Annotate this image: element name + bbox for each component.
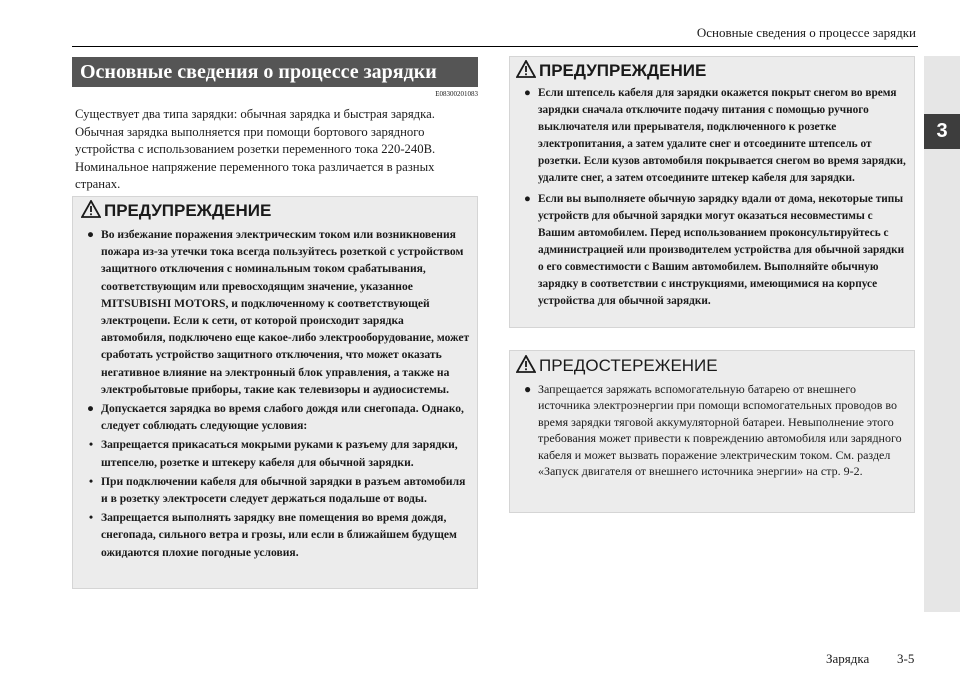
warning-sub-item-text: Запрещается выполнять зарядку вне помещения во время дождя, снегопада, сильного ветра и грозы, или если в ближайшем будущем ожидаются плохие погодные условия. <box>101 511 457 559</box>
intro-text <box>75 106 479 194</box>
warning-header <box>510 57 914 85</box>
warning-bullet-text: Если штепсель кабеля для зарядки окажется покрыт снегом во время зарядки сначала отключите подачу питания с помощью ручного выключателя или прерывателя, подключенного к розетке электропитания, а затем удалите снег и отсоедините штепсель от розетки. Если кузов автомобиля покрывается снегом во время зарядки, удалите снег, а затем отсоедините штекер кабеля для зарядки. <box>538 87 906 184</box>
small-bullet-icon: • <box>89 511 94 525</box>
small-bullet-icon: • <box>89 474 94 488</box>
filled-circle-bullet-icon: ● <box>524 193 531 205</box>
header-rule <box>72 46 918 47</box>
warning-title: ПРЕДУПРЕЖДЕНИЕ <box>539 61 707 80</box>
warning-bullet-text: Допускается зарядка во время слабого дождя или снегопада. Однако, следует соблюдать следующие условия: <box>101 402 464 433</box>
warning-body <box>73 225 477 561</box>
warning-bullet <box>524 191 909 310</box>
caution-header <box>510 351 914 381</box>
warning-box-left <box>72 196 478 589</box>
chapter-tab[interactable]: 3 <box>924 114 960 149</box>
warning-sub-item <box>87 473 471 507</box>
warning-triangle-icon <box>81 200 101 223</box>
footer-section-name: Зарядка <box>826 651 870 666</box>
filled-circle-bullet-icon: ● <box>524 382 532 396</box>
warning-triangle-icon <box>516 60 536 83</box>
caution-body <box>510 381 914 479</box>
warning-title: ПРЕДУПРЕЖДЕНИЕ <box>104 201 272 220</box>
reference-code: E08300201083 <box>435 90 478 98</box>
intro-paragraph: Обычная зарядка выполняется при помощи бортового зарядного устройства с использованием розетки переменного тока 220-240В. <box>75 124 436 157</box>
warning-bullet <box>524 85 909 187</box>
warning-bullet-text: Во избежание поражения электрическим током или возникновения пожара из-за утечки тока всегда пользуйтесь розеткой с устройством защитного отключения с номинальным током срабатывания, соответствующим или превосходящим значение, указанное MITSUBISHI MOTORS, и подключенному к соответствующей электроцепи. Если к сети, от которой происходит зарядка автомобиля, подключено еще какое-либо электрооборудование, может сработать устройство защитного отключения, что может оказать негативное влияние на электронный блок управления, а также на электробытовые приборы, такие как телевизоры и аудиосистемы. <box>101 228 470 396</box>
section-heading: Основные сведения о процессе зарядки <box>72 57 478 87</box>
warning-body <box>510 85 914 310</box>
filled-circle-bullet-icon: ● <box>524 87 531 99</box>
warning-bullet <box>87 226 471 398</box>
footer-page-number: 3-5 <box>897 651 915 666</box>
warning-bullet <box>87 400 471 434</box>
warning-box-right <box>509 56 915 328</box>
warning-header <box>73 197 477 225</box>
warning-bullet-text: Если вы выполняете обычную зарядку вдали от дома, некоторые типы устройств для обычной зарядки могут оказаться несовместимы с Вашим автомобилем. Перед использованием проконсультируйтесь с администрацией или производителем устройства для обычной зарядки о его совместимости с Вашим автомобилем. Выполняйте обычную зарядку в соответствии с инструкциями, имеющимися на корпусе устройства для обычной зарядки. <box>538 193 905 307</box>
warning-sub-item <box>87 509 471 561</box>
caution-bullet-text: Запрещается заряжать вспомогательную батарею от внешнего источника электроэнергии при помощи вспомогательных проводов во время зарядки тяговой аккумуляторной батареи. Невыполнение этого требования может привести к повреждению автомобиля или зарядного кабеля и может вызвать поражение электрическим током. См. раздел «Запуск двигателя от внешнего источника энергии» на стр. 9-2. <box>538 382 902 479</box>
filled-circle-bullet-icon: ● <box>87 228 95 241</box>
warning-triangle-icon <box>516 355 536 378</box>
caution-title: ПРЕДОСТЕРЕЖЕНИЕ <box>539 356 718 375</box>
warning-sub-item-text: Запрещается прикасаться мокрыми руками к разъему для зарядки, штепселю, розетке и штекеру кабеля для обычной зарядки. <box>101 438 458 469</box>
caution-bullet <box>524 381 908 479</box>
warning-sub-item-text: При подключении кабеля для обычной зарядки в разъем автомобиля и в розетку электросети следует держаться подальше от воды. <box>101 474 466 506</box>
intro-paragraph: Существует два типа зарядки: обычная зарядка и быстрая зарядка. <box>75 107 435 121</box>
warning-sub-item <box>87 436 471 470</box>
filled-circle-bullet-icon: ● <box>87 402 95 416</box>
intro-paragraph: Номинальное напряжение переменного тока различается в разных странах. <box>75 159 435 192</box>
running-header-title: Основные сведения о процессе зарядки <box>696 25 916 40</box>
caution-box <box>509 350 915 513</box>
small-bullet-icon: • <box>89 438 94 452</box>
